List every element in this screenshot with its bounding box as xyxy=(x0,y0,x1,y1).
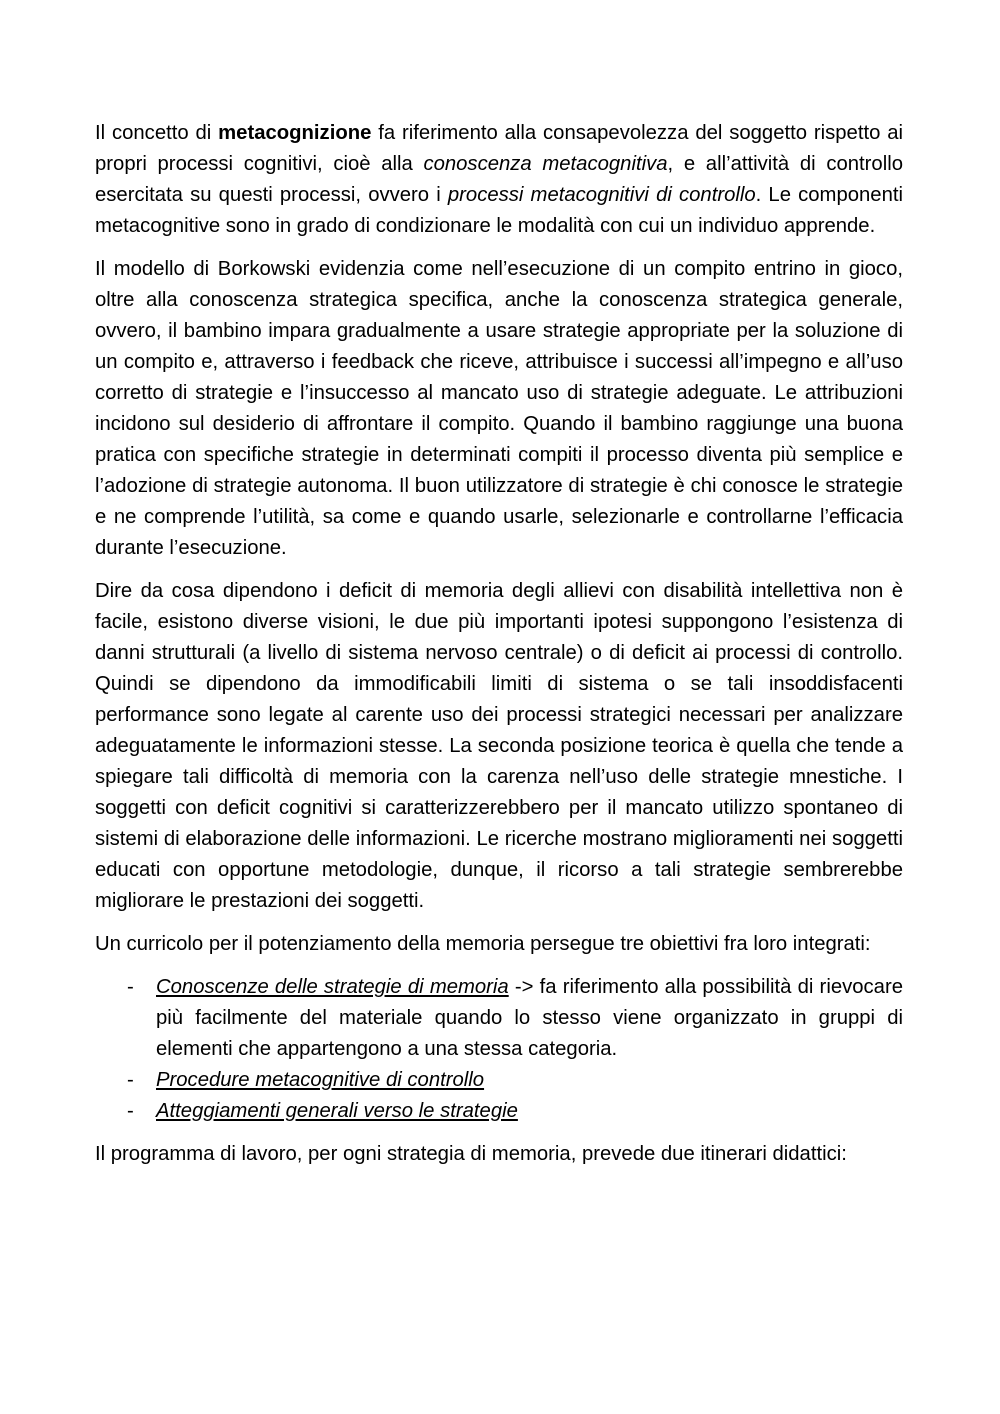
paragraph-program: Il programma di lavoro, per ogni strategia di memoria, prevede due itinerari didattici: xyxy=(95,1143,847,1165)
list-item-title: Atteggiamenti generali verso le strategie xyxy=(156,1100,518,1122)
paragraph-curriculum: Un curricolo per il potenziamento della memoria persegue tre obiettivi fra loro integrati: xyxy=(95,933,871,955)
italic-term: processi metacognitivi di controllo xyxy=(447,184,756,206)
text-run: Il concetto di xyxy=(95,122,219,144)
list-item xyxy=(95,972,903,1065)
objectives-list xyxy=(95,972,903,1127)
paragraph-memory-deficit: Dire da cosa dipendono i deficit di memoria degli allievi con disabilità intellettiva non è facile, esistono diverse visioni, le due più importanti ipotesi suppongono l’esistenza di danni strutturali (a livello di sistema nervoso centrale) o di deficit ai processi di controllo. Quindi se dipendono da immodificabili limiti di sistema o se tali insoddisfacenti performance sono legate al carente uso dei processi strategici necessari per analizzare adeguatamente le informazioni stesse. La seconda posizione teorica è quella che tende a spiegare tali difficoltà di memoria con la carenza nell’uso delle strategie mnestiche. I soggetti con deficit cognitivi si caratterizzerebbero per il mancato utilizzo spontaneo di sistemi di elaborazione delle informazioni. Le ricerche mostrano miglioramenti nei soggetti educati con opportune metodologie, dunque, il ricorso a tali strategie sembrerebbe migliorare le prestazioni dei soggetti. xyxy=(95,580,903,912)
list-item xyxy=(95,1096,903,1127)
italic-term: conoscenza metacognitiva xyxy=(423,153,668,175)
list-dash: - xyxy=(127,1069,134,1091)
bold-term: metacognizione xyxy=(218,122,372,144)
paragraph-metacognition xyxy=(95,118,903,242)
list-item-title: Conoscenze delle strategie di memoria xyxy=(156,976,509,998)
paragraph-borkowski: Il modello di Borkowski evidenzia come nell’esecuzione di un compito entrino in gioco, oltre alla conoscenza strategica specifica, anche la conoscenza strategica generale, ovvero, il bambino impara gradualmente a usare strategie appropriate per la soluzione di un compito e, attraverso i feedback che riceve, attribuisce i successi all’impegno e all’uso corretto di strategie e l’insuccesso al mancato uso di strategie adeguate. Le attribuzioni incidono sul desiderio di affrontare il compito. Quando il bambino raggiunge una buona pratica con specifiche strategie in determinati compiti il processo diventa più semplice e l’adozione di strategie autonoma. Il buon utilizzatore di strategie è chi conosce le strategie e ne comprende l’utilità, sa come e quando usarle, selezionarle e controllarne l’efficacia durante l’esecuzione. xyxy=(95,258,903,559)
list-dash: - xyxy=(127,976,134,998)
list-item-title: Procedure metacognitive di controllo xyxy=(156,1069,485,1091)
list-item xyxy=(95,1065,903,1096)
list-dash: - xyxy=(127,1100,134,1122)
document-body xyxy=(95,118,903,1182)
text-run: , e all’attività di controllo esercitata su questi processi, ovvero i xyxy=(95,153,904,206)
text-run: fa riferimento alla consapevolezza del soggetto rispetto ai propri processi cognitivi, cioè alla xyxy=(95,122,904,175)
list-item-text: -> fa riferimento alla possibilità di rievocare più facilmente del materiale quando lo stesso viene organizzato in gruppi di elementi che appartengono a una stessa categoria. xyxy=(156,976,903,1060)
text-run: . Le componenti metacognitive sono in grado di condizionare le modalità con cui un individuo apprende. xyxy=(95,184,903,237)
